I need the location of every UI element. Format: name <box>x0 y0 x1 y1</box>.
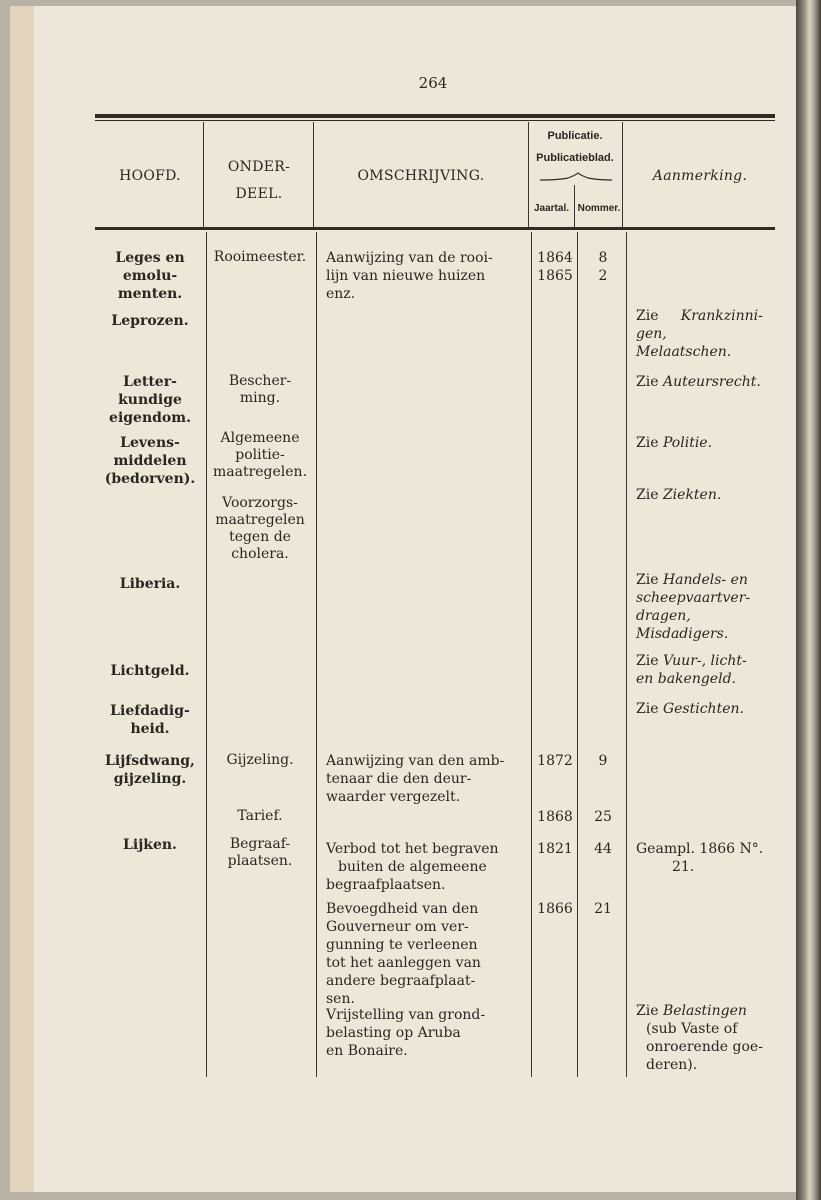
hoofd-leprozen: Leprozen. <box>111 313 189 329</box>
header-aanmerking: Aanmerking. <box>652 168 748 184</box>
body-divider-1 <box>206 232 207 1077</box>
onderdeel-tarief: Tarief. <box>237 808 283 824</box>
aanmerking-letterkundige: Zie Auteursrecht. <box>636 374 761 390</box>
jaartal-gijzeling: 1872 <box>537 753 573 769</box>
page-number: 264 <box>418 74 448 92</box>
nommer-gijzeling: 9 <box>598 753 608 769</box>
omschrijving-bevoegdheid: Bevoegdheid van den Gouverneur om ver- gunning te verleenen tot het aanleggen van andere begraafplaat- sen. <box>326 901 481 1007</box>
hoofd-lichtgeld: Lichtgeld. <box>110 663 190 679</box>
header-rule-bottom <box>95 227 775 230</box>
onderdeel-voorzorgsmaatregelen: Voorzorgs- maatregelen tegen de cholera. <box>215 495 305 562</box>
header-jaartal: Jaartal. <box>533 203 570 214</box>
nommer-tarief: 25 <box>594 809 612 825</box>
aanmerking-politie: Zie Politie. <box>636 435 713 451</box>
hoofd-lijfsdwang: Lijfsdwang, gijzeling. <box>105 753 195 787</box>
header-rule-top-thin <box>95 120 775 121</box>
header-omschrijving: OMSCHRIJVING. <box>357 168 485 184</box>
jaartal-leges: 1864 1865 <box>537 250 573 284</box>
hoofd-liefdadigheid: Liefdadig- heid. <box>110 703 190 737</box>
nommer-bevoegdheid: 21 <box>594 901 612 917</box>
body-divider-4 <box>577 232 578 1077</box>
aanmerking-liberia: Zie Handels- en scheepvaartver- dragen, Misdadigers. <box>636 572 751 642</box>
nommer-verbod: 44 <box>594 841 612 857</box>
omschrijving-rooilijn: Aanwijzing van de rooi- lijn van nieuwe huizen enz. <box>326 250 493 302</box>
header-divider-2 <box>313 122 314 228</box>
aanmerking-ziekten: Zie Ziekten. <box>636 487 722 503</box>
hoofd-levensmiddelen: Levens- middelen (bedorven). <box>104 435 196 487</box>
onderdeel-begraafplaatsen: Begraaf- plaatsen. <box>227 836 293 869</box>
onderdeel-rooimeester: Rooimeester. <box>213 249 307 265</box>
hoofd-leges: Leges en emolu- menten. <box>115 250 185 302</box>
header-divider-1 <box>203 122 204 228</box>
body-divider-2 <box>316 232 317 1077</box>
jaartal-tarief: 1868 <box>537 809 573 825</box>
aanmerking-liefdadigheid: Zie Gestichten. <box>636 701 744 717</box>
nommer-leges: 8 2 <box>598 250 608 284</box>
jaartal-bevoegdheid: 1866 <box>537 901 573 917</box>
header-brace <box>538 172 614 184</box>
header-onderdeel: ONDER- DEEL. <box>227 159 291 202</box>
hoofd-letterkundige: Letter- kundige eigendom. <box>109 374 191 426</box>
body-divider-5 <box>626 232 627 1077</box>
aanmerking-belastingen: Zie Belastingen (sub Vaste of onroerende goe- deren). <box>636 1003 763 1073</box>
header-hoofd: HOOFD. <box>119 168 181 184</box>
header-rule-top <box>95 114 775 118</box>
aanmerking-lichtgeld: Zie Vuur-, licht- en bakengeld. <box>636 653 747 687</box>
onderdeel-politiemaatregelen: Algemeene politie- maatregelen. <box>212 430 308 480</box>
header-publicatieblad: Publicatieblad. <box>536 152 614 164</box>
header-nommer: Nommer. <box>577 203 621 214</box>
aanmerking-leprozen: Zie Krankzinni- gen, Melaatschen. <box>636 308 763 360</box>
omschrijving-vrijstelling: Vrijstelling van grond- belasting op Aruba en Bonaire. <box>326 1007 486 1059</box>
onderdeel-bescherming: Bescher- ming. <box>228 373 292 406</box>
omschrijving-verbod: Verbod tot het begraven buiten de algemeene begraafplaatsen. <box>326 841 499 893</box>
aanmerking-geampl: Geampl. 1866 N°. 21. <box>636 841 764 875</box>
body-divider-3 <box>531 232 532 1077</box>
jaartal-verbod: 1821 <box>537 841 573 857</box>
hoofd-lijken: Lijken. <box>123 837 177 853</box>
book-spine <box>796 0 821 1200</box>
onderdeel-gijzeling: Gijzeling. <box>226 752 294 768</box>
hoofd-liberia: Liberia. <box>119 576 181 592</box>
header-publicatie: Publicatie. <box>547 130 603 142</box>
omschrijving-ambtenaar: Aanwijzing van den amb- tenaar die den deur- waarder vergezelt. <box>326 753 505 805</box>
